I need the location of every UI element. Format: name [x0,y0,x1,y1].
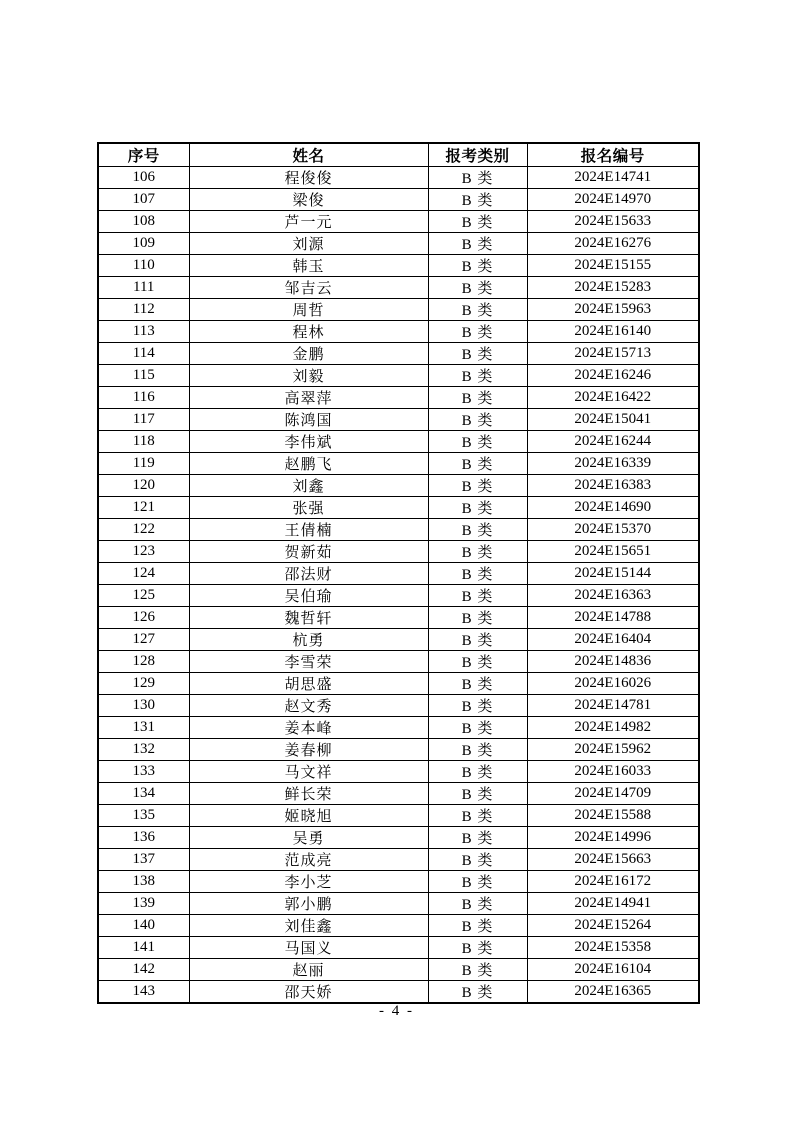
cell-name: 高翠萍 [189,387,428,409]
cell-category: B 类 [428,541,527,563]
cell-name: 魏哲轩 [189,607,428,629]
cell-serial: 131 [98,717,189,739]
table-row [98,343,699,365]
cell-serial: 139 [98,893,189,915]
cell-reg-number: 2024E14781 [527,695,699,717]
cell-category: B 类 [428,453,527,475]
cell-serial: 115 [98,365,189,387]
cell-serial: 119 [98,453,189,475]
cell-reg-number: 2024E14982 [527,717,699,739]
cell-reg-number: 2024E14836 [527,651,699,673]
table-row [98,761,699,783]
cell-reg-number: 2024E15633 [527,211,699,233]
cell-reg-number: 2024E16276 [527,233,699,255]
table-row [98,871,699,893]
table-row [98,849,699,871]
col-header-reg-number: 报名编号 [527,143,699,167]
cell-reg-number: 2024E16172 [527,871,699,893]
cell-name: 郭小鹏 [189,893,428,915]
cell-reg-number: 2024E15370 [527,519,699,541]
cell-name: 胡思盛 [189,673,428,695]
cell-name: 周哲 [189,299,428,321]
cell-serial: 113 [98,321,189,343]
cell-reg-number: 2024E14788 [527,607,699,629]
cell-name: 王倩楠 [189,519,428,541]
cell-category: B 类 [428,585,527,607]
cell-serial: 129 [98,673,189,695]
cell-reg-number: 2024E16365 [527,981,699,1004]
cell-serial: 125 [98,585,189,607]
cell-name: 程俊俊 [189,167,428,189]
table-row [98,519,699,541]
page-number: - 4 - [379,1003,414,1019]
table-row [98,453,699,475]
cell-reg-number: 2024E15963 [527,299,699,321]
cell-reg-number: 2024E15663 [527,849,699,871]
cell-serial: 126 [98,607,189,629]
cell-serial: 137 [98,849,189,871]
cell-reg-number: 2024E14941 [527,893,699,915]
cell-serial: 107 [98,189,189,211]
cell-serial: 116 [98,387,189,409]
cell-category: B 类 [428,563,527,585]
cell-name: 李雪荣 [189,651,428,673]
table-row [98,387,699,409]
cell-category: B 类 [428,607,527,629]
cell-category: B 类 [428,321,527,343]
cell-serial: 109 [98,233,189,255]
cell-category: B 类 [428,519,527,541]
cell-serial: 108 [98,211,189,233]
table-row [98,431,699,453]
cell-category: B 类 [428,167,527,189]
cell-category: B 类 [428,387,527,409]
table-row [98,717,699,739]
cell-reg-number: 2024E15588 [527,805,699,827]
cell-name: 贺新茹 [189,541,428,563]
cell-category: B 类 [428,233,527,255]
table-row [98,541,699,563]
cell-reg-number: 2024E16383 [527,475,699,497]
cell-serial: 132 [98,739,189,761]
cell-reg-number: 2024E15713 [527,343,699,365]
cell-category: B 类 [428,651,527,673]
col-header-name: 姓名 [189,143,428,167]
table-row [98,497,699,519]
cell-reg-number: 2024E15144 [527,563,699,585]
table-row [98,651,699,673]
cell-serial: 130 [98,695,189,717]
col-header-category: 报考类别 [428,143,527,167]
cell-name: 吴勇 [189,827,428,849]
cell-reg-number: 2024E15358 [527,937,699,959]
table-row [98,365,699,387]
cell-category: B 类 [428,937,527,959]
table-row [98,409,699,431]
cell-serial: 110 [98,255,189,277]
cell-category: B 类 [428,717,527,739]
table-row [98,629,699,651]
cell-reg-number: 2024E14970 [527,189,699,211]
cell-serial: 114 [98,343,189,365]
cell-category: B 类 [428,255,527,277]
cell-category: B 类 [428,475,527,497]
table-row [98,189,699,211]
cell-category: B 类 [428,981,527,1004]
table-row [98,827,699,849]
table-row [98,695,699,717]
table-row [98,167,699,189]
cell-reg-number: 2024E16104 [527,959,699,981]
cell-category: B 类 [428,299,527,321]
cell-name: 马国义 [189,937,428,959]
cell-reg-number: 2024E15962 [527,739,699,761]
cell-serial: 141 [98,937,189,959]
cell-reg-number: 2024E16246 [527,365,699,387]
cell-serial: 143 [98,981,189,1004]
cell-serial: 123 [98,541,189,563]
cell-name: 李伟斌 [189,431,428,453]
cell-category: B 类 [428,871,527,893]
cell-name: 赵鹏飞 [189,453,428,475]
cell-category: B 类 [428,739,527,761]
table-body [98,167,699,1004]
cell-category: B 类 [428,849,527,871]
col-header-serial: 序号 [98,143,189,167]
cell-reg-number: 2024E16033 [527,761,699,783]
cell-serial: 127 [98,629,189,651]
table-row [98,981,699,1004]
cell-name: 程林 [189,321,428,343]
cell-reg-number: 2024E16026 [527,673,699,695]
cell-name: 陈鸿国 [189,409,428,431]
cell-name: 鲜长荣 [189,783,428,805]
table-row [98,277,699,299]
table-row [98,673,699,695]
table-row [98,299,699,321]
cell-reg-number: 2024E16422 [527,387,699,409]
table-row [98,959,699,981]
cell-reg-number: 2024E15155 [527,255,699,277]
cell-name: 邵法财 [189,563,428,585]
cell-name: 韩玉 [189,255,428,277]
cell-reg-number: 2024E15041 [527,409,699,431]
cell-reg-number: 2024E14709 [527,783,699,805]
cell-serial: 111 [98,277,189,299]
cell-name: 金鹏 [189,343,428,365]
cell-serial: 112 [98,299,189,321]
cell-serial: 120 [98,475,189,497]
cell-serial: 117 [98,409,189,431]
cell-name: 刘毅 [189,365,428,387]
cell-name: 刘源 [189,233,428,255]
cell-category: B 类 [428,497,527,519]
cell-name: 赵丽 [189,959,428,981]
cell-reg-number: 2024E16363 [527,585,699,607]
cell-name: 李小芝 [189,871,428,893]
cell-serial: 122 [98,519,189,541]
cell-category: B 类 [428,277,527,299]
cell-category: B 类 [428,695,527,717]
cell-name: 姬晓旭 [189,805,428,827]
cell-category: B 类 [428,343,527,365]
cell-reg-number: 2024E15651 [527,541,699,563]
table-row [98,563,699,585]
cell-name: 刘佳鑫 [189,915,428,937]
cell-serial: 134 [98,783,189,805]
cell-reg-number: 2024E14690 [527,497,699,519]
cell-serial: 118 [98,431,189,453]
cell-category: B 类 [428,409,527,431]
table-row [98,915,699,937]
cell-category: B 类 [428,629,527,651]
cell-serial: 135 [98,805,189,827]
cell-reg-number: 2024E14741 [527,167,699,189]
cell-name: 梁俊 [189,189,428,211]
cell-reg-number: 2024E16339 [527,453,699,475]
table-row [98,475,699,497]
cell-serial: 136 [98,827,189,849]
cell-name: 刘鑫 [189,475,428,497]
cell-category: B 类 [428,827,527,849]
cell-serial: 124 [98,563,189,585]
cell-serial: 128 [98,651,189,673]
cell-category: B 类 [428,431,527,453]
table-row [98,783,699,805]
cell-serial: 142 [98,959,189,981]
cell-serial: 138 [98,871,189,893]
cell-reg-number: 2024E14996 [527,827,699,849]
table-row [98,805,699,827]
cell-serial: 121 [98,497,189,519]
registration-table [97,142,700,1004]
cell-reg-number: 2024E16404 [527,629,699,651]
cell-category: B 类 [428,893,527,915]
table-row [98,585,699,607]
table-row [98,211,699,233]
table-row [98,233,699,255]
table-row [98,937,699,959]
table-header-row [98,143,699,167]
cell-reg-number: 2024E15264 [527,915,699,937]
cell-name: 姜春柳 [189,739,428,761]
cell-name: 马文祥 [189,761,428,783]
table-row [98,255,699,277]
cell-serial: 106 [98,167,189,189]
cell-category: B 类 [428,783,527,805]
cell-category: B 类 [428,365,527,387]
table-row [98,739,699,761]
cell-category: B 类 [428,959,527,981]
cell-name: 邵天娇 [189,981,428,1004]
cell-category: B 类 [428,915,527,937]
cell-reg-number: 2024E15283 [527,277,699,299]
cell-name: 杭勇 [189,629,428,651]
cell-name: 姜本峰 [189,717,428,739]
cell-name: 张强 [189,497,428,519]
table-row [98,607,699,629]
cell-serial: 140 [98,915,189,937]
table-row [98,893,699,915]
cell-name: 吴伯瑜 [189,585,428,607]
cell-name: 芦一元 [189,211,428,233]
cell-reg-number: 2024E16244 [527,431,699,453]
cell-name: 邹吉云 [189,277,428,299]
cell-reg-number: 2024E16140 [527,321,699,343]
cell-category: B 类 [428,673,527,695]
cell-category: B 类 [428,189,527,211]
cell-name: 范成亮 [189,849,428,871]
cell-category: B 类 [428,761,527,783]
cell-category: B 类 [428,805,527,827]
cell-serial: 133 [98,761,189,783]
table-row [98,321,699,343]
cell-name: 赵文秀 [189,695,428,717]
cell-category: B 类 [428,211,527,233]
